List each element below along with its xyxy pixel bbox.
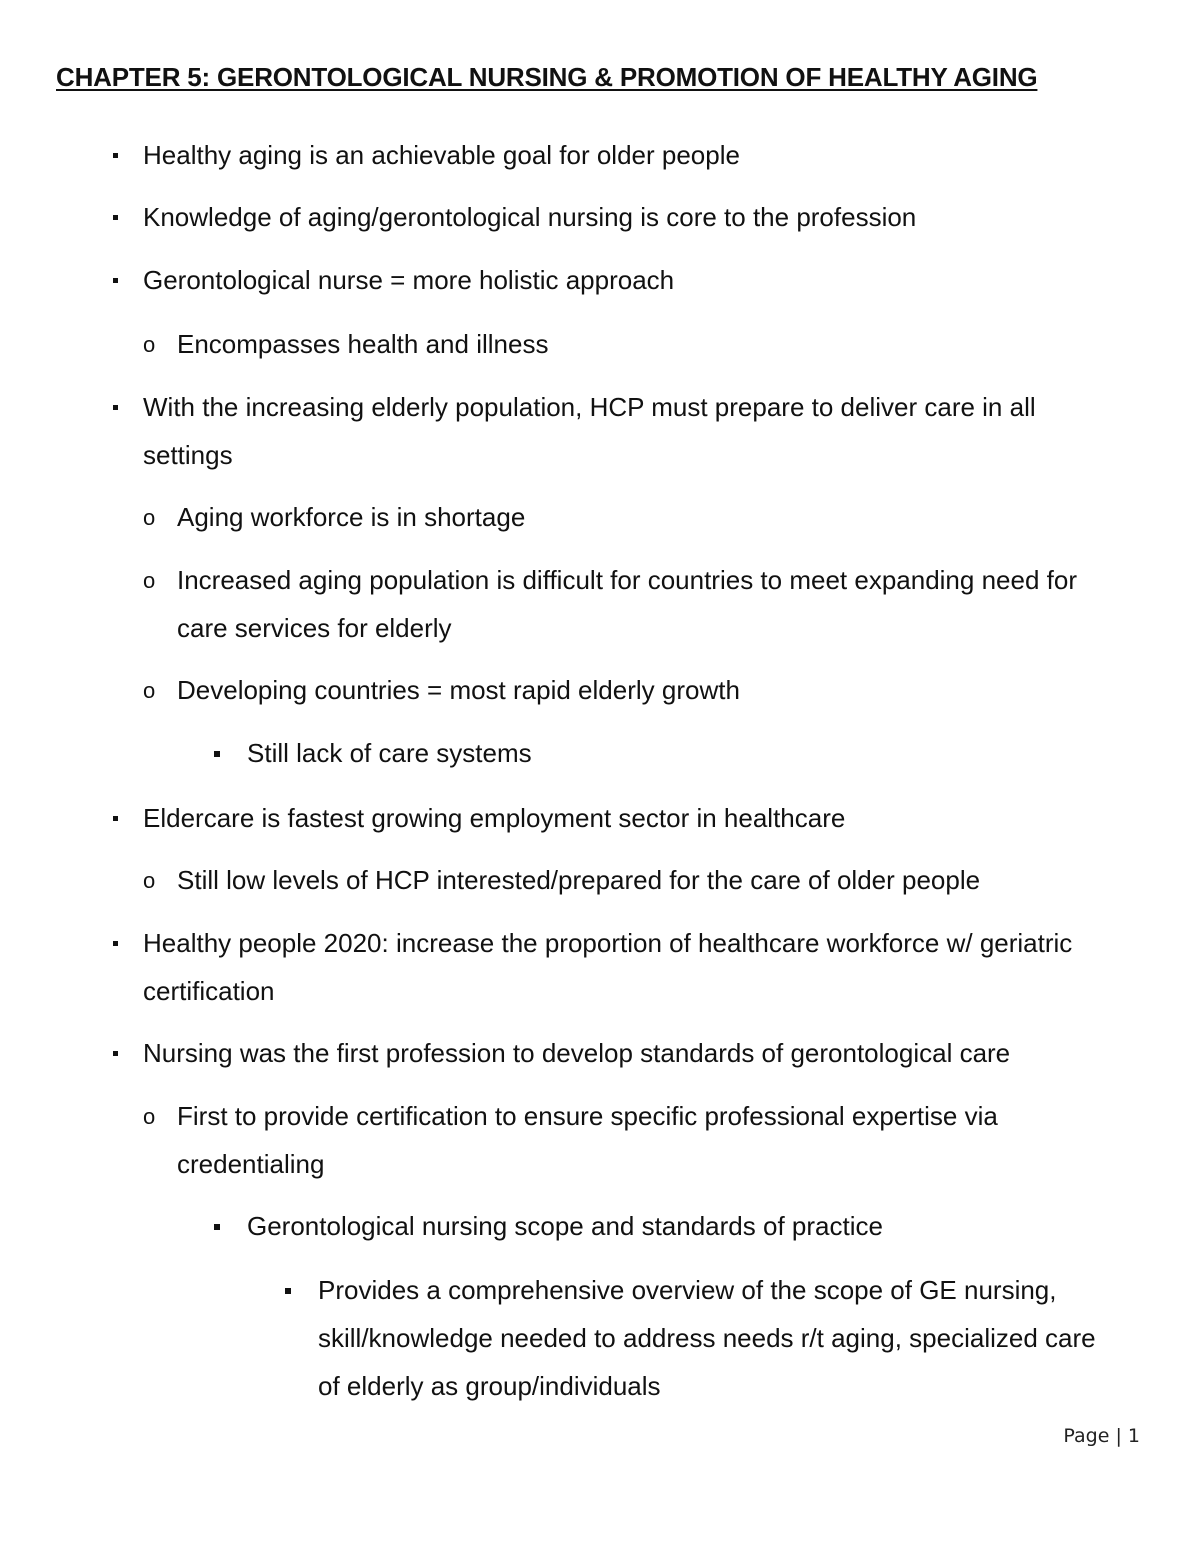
list-item	[143, 919, 1072, 1015]
circle-bullet-icon: o	[143, 678, 156, 703]
list-item	[143, 256, 674, 304]
square-bullet-icon	[113, 816, 118, 821]
square-bullet-icon	[113, 1051, 118, 1056]
circle-bullet-icon: o	[143, 568, 156, 593]
list-item-text: Healthy people 2020: increase the proportion of healthcare workforce w/ geriatric	[143, 928, 1073, 958]
list-item-text: Nursing was the first profession to develop standards of gerontological care	[143, 1038, 1011, 1068]
circle-bullet-icon: o	[143, 868, 156, 893]
list-item-text: Knowledge of aging/gerontological nursing is core to the profession	[143, 202, 917, 232]
circle-bullet-icon: o	[143, 332, 156, 357]
list-item	[318, 1266, 1096, 1410]
list-item	[143, 131, 740, 179]
page-number: 1	[1127, 1425, 1140, 1447]
list-item	[247, 1202, 883, 1250]
list-item-text: Eldercare is fastest growing employment sector in healthcare	[143, 803, 846, 833]
square-bullet-icon	[113, 215, 118, 220]
square-bullet-icon	[113, 278, 118, 283]
list-item-text: skill/knowledge needed to address needs r/t aging, specialized care	[318, 1323, 1096, 1353]
page-footer	[1063, 1425, 1140, 1447]
page-label: Page	[1063, 1425, 1110, 1447]
list-item-text: First to provide certification to ensure specific professional expertise via	[177, 1101, 998, 1131]
list-item-text: Aging workforce is in shortage	[177, 502, 526, 532]
page-separator: |	[1115, 1425, 1122, 1447]
list-item	[143, 856, 981, 904]
list-item	[143, 666, 740, 714]
list-item-text: Still lack of care systems	[247, 738, 532, 768]
circle-bullet-icon: o	[143, 505, 156, 530]
list-item-text: Still low levels of HCP interested/prepared for the care of older people	[177, 865, 981, 895]
list-item	[143, 493, 526, 541]
list-item-text: Gerontological nursing scope and standards of practice	[247, 1211, 883, 1241]
list-item-text: With the increasing elderly population, HCP must prepare to deliver care in all	[143, 392, 1036, 422]
square-bullet-icon	[214, 751, 220, 757]
list-item-text: care services for elderly	[177, 613, 452, 643]
list-item-text: settings	[143, 440, 233, 470]
list-item	[143, 193, 916, 241]
list-item-text: Developing countries = most rapid elderly growth	[177, 675, 740, 705]
list-item-text: of elderly as group/individuals	[318, 1371, 661, 1401]
square-bullet-icon	[113, 405, 118, 410]
list-item	[143, 1029, 1010, 1077]
list-item-text: credentialing	[177, 1149, 325, 1179]
list-item-text: Healthy aging is an achievable goal for older people	[143, 140, 740, 170]
list-item-text: certification	[143, 976, 275, 1006]
list-item	[143, 794, 845, 842]
list-item	[143, 320, 549, 368]
square-bullet-icon	[113, 153, 118, 158]
list-item-text: Provides a comprehensive overview of the scope of GE nursing,	[318, 1275, 1057, 1305]
list-item	[247, 729, 532, 777]
circle-bullet-icon: o	[143, 1104, 156, 1129]
square-bullet-icon	[113, 941, 118, 946]
list-item-text: Gerontological nurse = more holistic approach	[143, 265, 675, 295]
square-bullet-icon	[214, 1224, 220, 1230]
list-item-text: Increased aging population is difficult for countries to meet expanding need for	[177, 565, 1077, 595]
list-item	[143, 556, 1077, 652]
list-item-text: Encompasses health and illness	[177, 329, 549, 359]
page-title: CHAPTER 5: GERONTOLOGICAL NURSING & PROMOTION OF HEALTHY AGING	[56, 62, 1038, 92]
square-bullet-icon	[285, 1288, 291, 1294]
list-item	[143, 383, 1036, 479]
list-item	[143, 1092, 998, 1188]
